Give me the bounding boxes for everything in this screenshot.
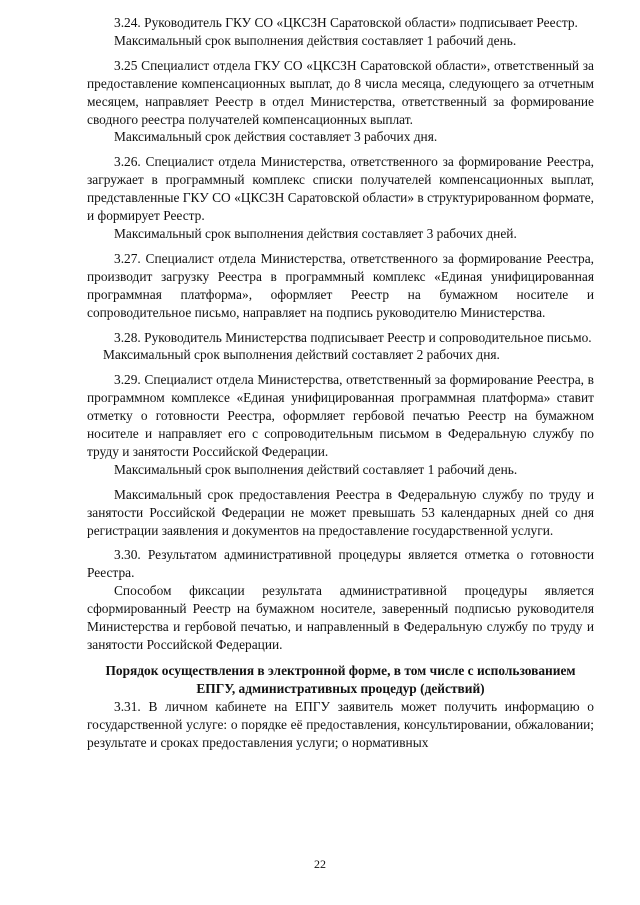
paragraph-registry-deadline: Максимальный срок предоставления Реестра в Федеральную службу по труду и занятости Российской Федерации не может превышать 53 календарных дней со дня регистрации заявления и документов на предоставление государственной услуги. [87,486,594,538]
paragraph-3-24-deadline: Максимальный срок выполнения действия составляет 1 рабочий день. [114,32,517,48]
paragraph-3-28-deadline: Максимальный срок выполнения действий составляет 2 рабочих дня. [103,347,500,363]
paragraph-3-26-deadline: Максимальный срок выполнения действия составляет 3 рабочих дней. [114,225,517,241]
paragraph-3-31: 3.31. В личном кабинете на ЕПГУ заявитель может получить информацию о государственной услуге: о порядке её предоставления, консультировании, обжаловании; результате и сроках предоставления услуги; о нормативных [87,699,594,750]
page-number: 22 [314,857,326,871]
paragraph-3-25: 3.25 Специалист отдела ГКУ СО «ЦКСЗН Саратовской области», ответственный за предоставление компенсационных выплат, до 8 числа месяца, следующего за отчетным месяцем, направляет Реестр в отдел Министерства, ответственный за формирование сводного реестра получателей компенсационных выплат. [87,57,594,127]
paragraph-3-28: 3.28. Руководитель Министерства подписывает Реестр и сопроводительное письмо. [114,329,592,345]
paragraph-3-30: 3.30. Результатом административной процедуры является отметка о готовности Реестра. [87,547,594,581]
paragraph-3-30-fixation: Способом фиксации результата административной процедуры является сформированный Реестр на бумажном носителе, заверенный подписью руководителя Министерства и гербовой печатью, и направленный в Федеральную службу по труду и занятости Российской Федерации. [87,583,594,652]
paragraph-3-26: 3.26. Специалист отдела Министерства, ответственного за формирование Реестра, загружает в программный комплекс списки получателей компенсационных выплат, представленные ГКУ СО «ЦКСЗН Саратовской области» в структурированном формате, и формирует Реестр. [87,154,594,224]
paragraph-3-25-deadline: Максимальный срок действия составляет 3 рабочих дня. [114,129,438,145]
paragraph-3-29-deadline: Максимальный срок выполнения действий составляет 1 рабочий день. [114,461,518,477]
paragraph-3-27: 3.27. Специалист отдела Министерства, ответственного за формирование Реестра, производит загрузку Реестра в программный комплекс «Единая унифицированная программная платформа», оформляет Реестр на бумажном носителе и сопроводительное письмо, направляет на подпись руководителю Министерства. [87,250,594,320]
paragraph-3-29: 3.29. Специалист отдела Министерства, ответственный за формирование Реестра, в программном комплексе «Единая унифицированная программная платформа» ставит отметку о готовности Реестра, оформляет гербовой печатью Реестр на бумажном носителе и направляет его с сопроводительным письмом в Федеральную службу по труду и занятости Российской Федерации. [87,372,594,459]
document-page [87,14,594,752]
paragraph-3-24: 3.24. Руководитель ГКУ СО «ЦКСЗН Саратовской области» подписывает Реестр. [114,15,578,30]
section-heading: Порядок осуществления в электронной форме, в том числе с использованием ЕПГУ, административных процедур (действий) [105,662,576,696]
